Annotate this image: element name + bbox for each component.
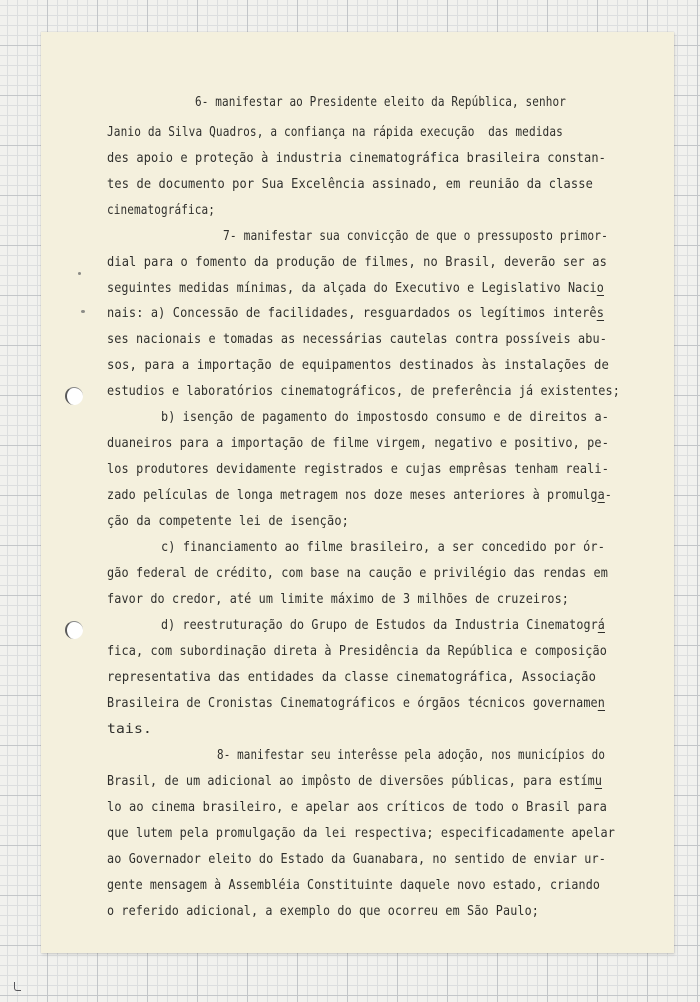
text-line: Brasileira de Cronistas Cinematográficos e órgãos técnicos governamen: [107, 695, 606, 711]
text-line: seguintes medidas mínimas, da alçada do Executivo e Legislativo Nacio: [107, 280, 604, 296]
text-line: d) reestruturação do Grupo de Estudos da Industria Cinematográ: [161, 617, 605, 633]
text-line: los produtores devidamente registrados e cujas emprêsas tenham reali-: [107, 461, 609, 477]
text-line: o referido adicional, a exemplo do que ocorreu em São Paulo;: [107, 903, 540, 919]
typewritten-page: [41, 32, 674, 953]
paper-speck: [78, 272, 81, 275]
punch-hole: [65, 387, 83, 405]
text-line: que lutem pela promulgação da lei respectiva; especificadamente apelar: [107, 825, 616, 841]
paper-speck: [81, 310, 85, 313]
text-line: estudios e laboratórios cinematográficos, de preferência já existentes;: [107, 383, 620, 399]
text-line: zado películas de longa metragem nos doze meses anteriores à promulga-: [107, 487, 613, 503]
text-line: ses nacionais e tomadas as necessárias cautelas contra possíveis abu-: [107, 331, 608, 347]
text-line: cinematográfica;: [107, 202, 215, 218]
corner-mark: [14, 982, 21, 991]
text-line: Brasil, de um adicional ao impôsto de diversões públicas, para estímu: [107, 773, 603, 789]
text-line: fica, com subordinação direta à Presidência da República e composição: [107, 643, 608, 659]
text-line: ção da competente lei de isenção;: [107, 513, 349, 529]
text-line: nais: a) Concessão de facilidades, resguardados os legítimos interês: [107, 305, 605, 321]
text-line: 7- manifestar sua convicção de que o pressuposto primor-: [223, 228, 608, 244]
text-line: des apoio e proteção à industria cinematográfica brasileira constan-: [107, 150, 607, 166]
text-line: Janio da Silva Quadros, a confiança na rápida execução das medidas: [107, 124, 563, 140]
punch-hole: [65, 621, 83, 639]
text-line: dial para o fomento da produção de filmes, no Brasil, deverão ser as: [107, 254, 607, 270]
text-line: lo ao cinema brasileiro, e apelar aos críticos de todo o Brasil para: [107, 799, 607, 815]
text-line: duaneiros para a importação de filme virgem, negativo e positivo, pe-: [107, 435, 609, 451]
text-line: tes de documento por Sua Excelência assinado, em reunião da classe: [107, 176, 593, 192]
text-line: ao Governador eleito do Estado da Guanabara, no sentido de enviar ur-: [107, 851, 606, 867]
text-line: gente mensagem à Assembléia Constituinte daquele novo estado, criando: [107, 877, 601, 893]
text-line: c) financiamento ao filme brasileiro, a ser concedido por ór-: [161, 539, 605, 555]
text-line: gão federal de crédito, com base na caução e privilégio das rendas em: [107, 565, 608, 581]
text-line: sos, para a importação de equipamentos destinados às instalações de: [107, 357, 609, 373]
text-line: b) isenção de pagamento do impostosdo consumo e de direitos a-: [161, 409, 609, 425]
text-line: 6- manifestar ao Presidente eleito da República, senhor: [195, 94, 567, 110]
text-line: representativa das entidades da classe cinematográfica, Associação: [107, 669, 597, 685]
text-line: favor do credor, até um limite máximo de 3 milhões de cruzeiros;: [107, 591, 570, 607]
text-line: tais.: [107, 721, 153, 737]
text-line: 8- manifestar seu interêsse pela adoção, nos municípios do: [217, 747, 606, 763]
